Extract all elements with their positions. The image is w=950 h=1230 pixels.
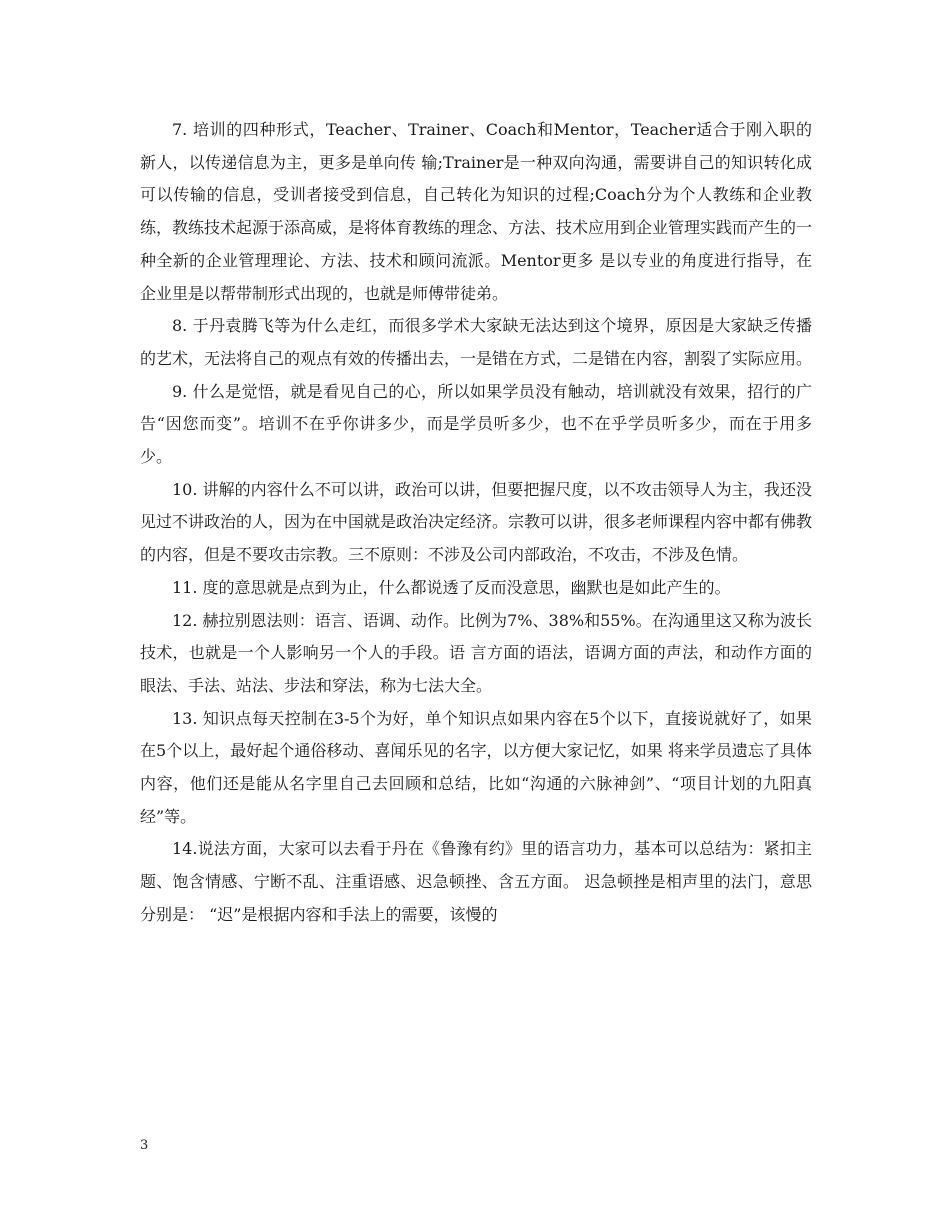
paragraph-10: 10. 讲解的内容什么不可以讲，政治可以讲，但要把握尺度，以不攻击领导人为主，我还没见过不讲政治的人，因为在中国就是政治决定经济。宗教可以讲，很多老师课程内容中都有佛教的内容，但是不要攻击宗教。三不原则：不涉及公司内部政治，不攻击，不涉及色情。 xyxy=(140,479,813,565)
paragraph-13: 13. 知识点每天控制在3-5个为好，单个知识点如果内容在5个以下，直接说就好了，如果在5个以上，最好起个通俗移动、喜闻乐见的名字，以方便大家记忆，如果 将来学员遗忘了具体内容，他们还是能从名字里自己去回顾和总结，比如“沟通的六脉神剑”、“项目计划的九阳真经”等。 xyxy=(140,708,812,826)
paragraph-7: 7. 培训的四种形式，Teacher、Trainer、Coach和Mentor，Teacher适合于刚入职的新人，以传递信息为主，更多是单向传 输;Trainer是一种双向沟通，需要讲自己的知识转化成可以传输的信息，受训者接受到信息，自己转化为知识的过程;Coach分为个人教练和企业教 练，教练技术起源于添高威，是将体育教练的理念、方法、技术应用到企业管理实践而产生的一种全新的企业管理理论、方法、技术和顾问流派。Mentor更多 是以专业的角度进行指导，在企业里是以帮带制形式出现的，也就是师傅带徒弟。 xyxy=(140,120,813,303)
paragraph-9: 9. 什么是觉悟，就是看见自己的心，所以如果学员没有触动，培训就没有效果，招行的广告“因您而变”。培训不在乎你讲多少，而是学员听多少，也不在乎学员听多少，而在于用多少。 xyxy=(140,381,812,467)
paragraph-14: 14.说法方面，大家可以去看于丹在《鲁豫有约》里的语言功力，基本可以总结为：紧扣主题、饱含情感、宁断不乱、注重语感、迟急顿挫、含五方面。 迟急顿挫是相声里的法门，意思分别是： “迟”是根据内容和手法上的需要，该慢的 xyxy=(140,839,812,924)
paragraph-8: 8. 于丹袁腾飞等为什么走红，而很多学术大家缺无法达到这个境界，原因是大家缺乏传播的艺术，无法将自己的观点有效的传播出去，一是错在方式，二是错在内容，割裂了实际应用。 xyxy=(140,316,813,368)
page-number: 3 xyxy=(140,1138,149,1153)
paragraph-11: 11. 度的意思就是点到为止，什么都说透了反而没意思，幽默也是如此产生的。 xyxy=(172,577,731,597)
body-text xyxy=(140,114,812,932)
paragraph-12: 12. 赫拉别恩法则：语言、语调、动作。比例为7%、38%和55%。在沟通里这又称为波长技术，也就是一个人影响另一个人的手段。语 言方面的语法，语调方面的声法，和动作方面的眼法、手法、站法、步法和穿法，称为七法大全。 xyxy=(140,610,812,695)
